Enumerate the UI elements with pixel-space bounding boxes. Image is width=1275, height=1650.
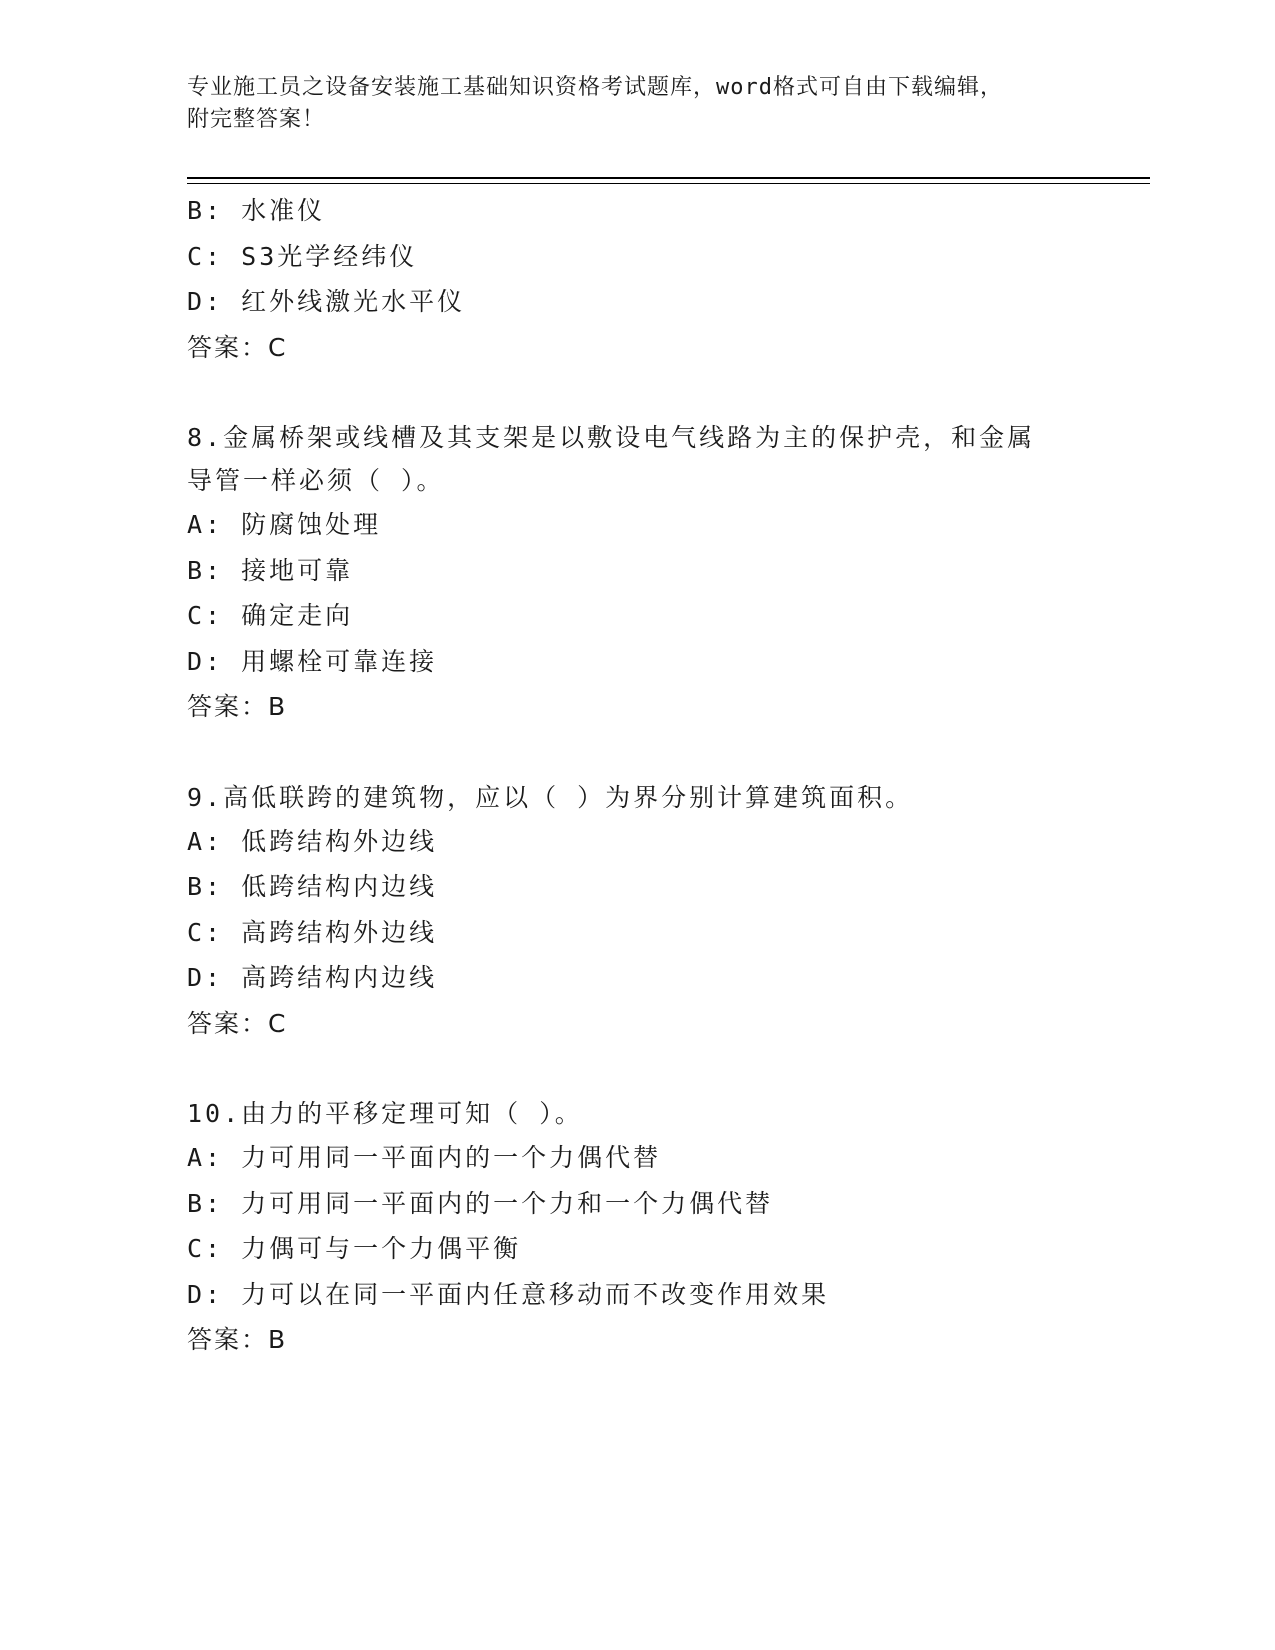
option-d: D: 红外线激光水平仪 (187, 287, 466, 316)
question-7-tail (187, 188, 1087, 370)
document-header (187, 72, 1087, 136)
answer: 答案：C (187, 1008, 288, 1038)
question-10 (187, 1092, 1087, 1363)
option-c: C: 力偶可与一个力偶平衡 (187, 1234, 522, 1263)
question-9 (187, 776, 1087, 1047)
question-content (187, 188, 1087, 1363)
answer: 答案：B (187, 1325, 288, 1354)
option-a: A: 低跨结构外边线 (187, 826, 438, 856)
question-stem-cont: 导管一样必须（ ）。 (187, 466, 445, 495)
header-line-1: 专业施工员之设备安装施工基础知识资格考试题库，word格式可自由下载编辑， (187, 75, 1003, 100)
answer: 答案：B (187, 692, 288, 721)
option-a: A: 防腐蚀处理 (187, 510, 382, 539)
spacer (187, 370, 1087, 416)
question-stem: 8.金属桥架或线槽及其支架是以敷设电气线路为主的保护壳，和金属 (187, 423, 1036, 452)
option-b: B: 接地可靠 (187, 555, 354, 585)
option-c: C: 确定走向 (187, 601, 354, 630)
option-a: A: 力可用同一平面内的一个力偶代替 (187, 1143, 662, 1172)
option-c: C: S3光学经纬仪 (187, 241, 418, 271)
option-b: B: 水准仪 (187, 196, 326, 225)
spacer (187, 730, 1087, 776)
spacer (187, 1046, 1087, 1092)
question-stem: 10.由力的平移定理可知（ ）。 (187, 1099, 583, 1128)
question-8 (187, 416, 1087, 730)
header-rule-thin (187, 183, 1150, 184)
header-line-2: 附完整答案！ (187, 107, 326, 132)
header-rule-thick (187, 177, 1150, 179)
answer: 答案：C (187, 332, 288, 362)
option-d: D: 高跨结构内边线 (187, 963, 438, 992)
option-d: D: 用螺栓可靠连接 (187, 646, 438, 676)
option-b: B: 低跨结构内边线 (187, 872, 438, 901)
option-b: B: 力可用同一平面内的一个力和一个力偶代替 (187, 1188, 774, 1218)
option-c: C: 高跨结构外边线 (187, 917, 438, 947)
question-stem: 9.高低联跨的建筑物，应以（ ）为界分别计算建筑面积。 (187, 782, 914, 812)
option-d: D: 力可以在同一平面内任意移动而不改变作用效果 (187, 1279, 830, 1309)
